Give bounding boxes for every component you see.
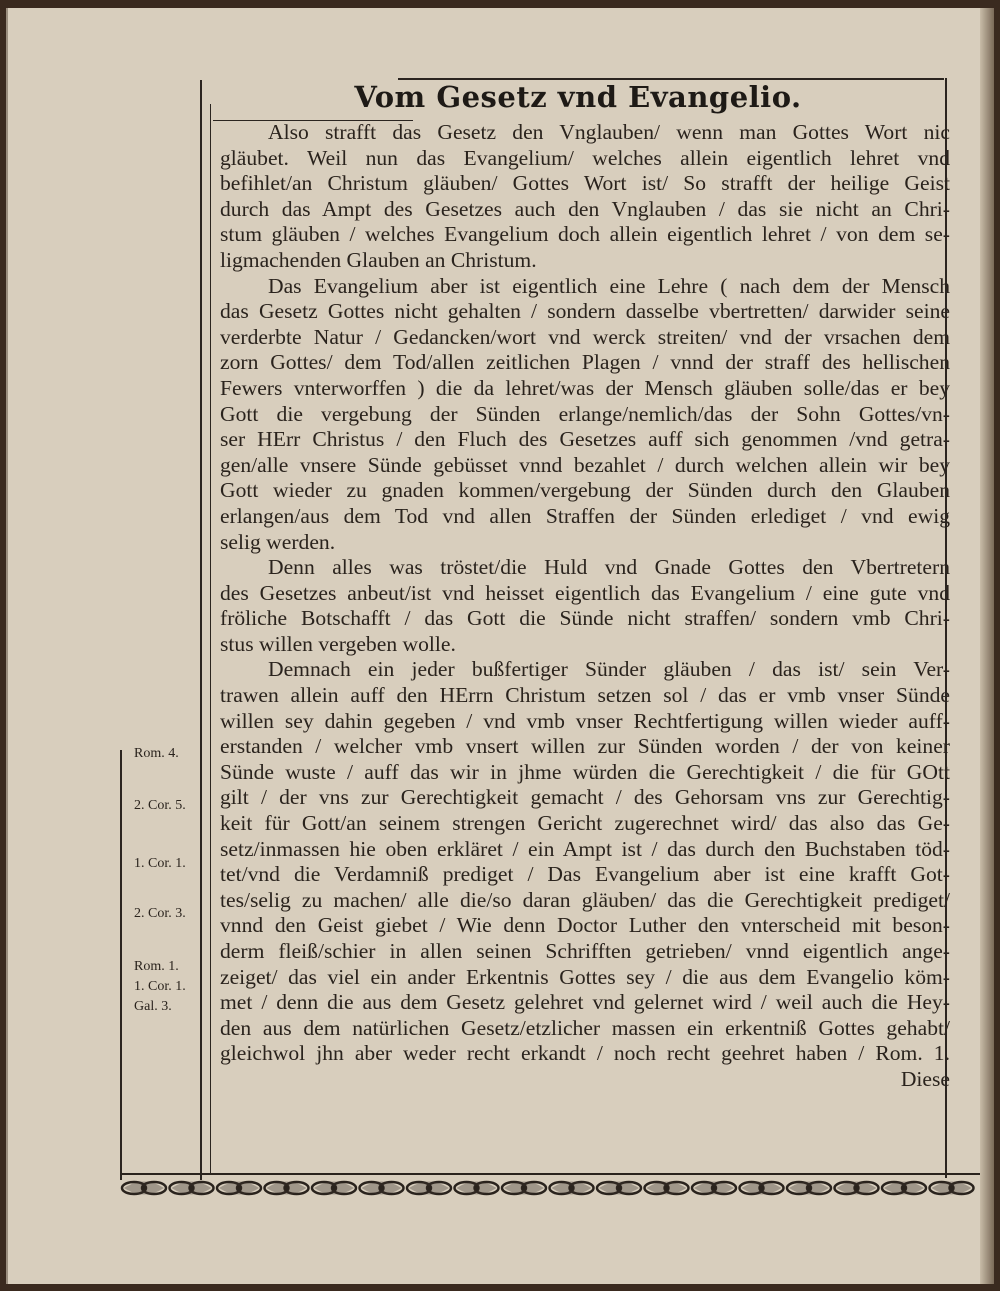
body-text	[220, 120, 950, 1093]
text-line: willen sey dahin gegeben / vnd vmb vnser Rechtfertigung willen wieder auff-	[220, 708, 950, 733]
text-line: setz/inmassen hie oben erkläret / ein Ampt ist / das durch den Buchstaben töd-	[220, 836, 950, 861]
ornament-link	[265, 1182, 309, 1195]
frame-margin-rule	[120, 750, 122, 1180]
ornament-link	[122, 1182, 166, 1195]
text-line: zeiget/ das viel ein ander Erkentnis Gottes sey / die aus dem Evangelio köm-	[220, 964, 950, 989]
text-line: tes/selig zu machen/ alle die/so daran gläuben/ das die Gerechtigkeit prediget/	[220, 887, 950, 912]
catchword: Diese	[900, 1066, 950, 1091]
text-line: verderbte Natur / Gedancken/wort vnd werck streiten/ vnd der vrsachen dem	[220, 324, 950, 349]
ornament-link	[217, 1182, 261, 1195]
running-head: Vom Gesetz vnd Evangelio.	[354, 80, 802, 114]
text-line: stus willen vergeben wolle.	[220, 631, 456, 656]
page-edge-shadow	[980, 8, 994, 1284]
text-line: erstanden / welcher vmb vnsert willen zur Sünden worden / der von keiner	[220, 734, 950, 759]
text-line: ser HErr Christus / den Fluch des Gesetzes auff sich genommen /vnd getra-	[220, 427, 950, 452]
text-line: Das Evangelium aber ist eigentlich eine Lehre ( nach dem der Mensch	[268, 273, 950, 298]
text-line: vnnd den Geist giebet / Wie denn Doctor Luther den vnterscheid mit beson-	[220, 913, 950, 938]
text-line: tet/vnd die Verdamniß prediget / Das Evangelium aber ist eine krafft Got-	[220, 862, 950, 887]
book-page	[6, 8, 994, 1284]
ornament-link	[835, 1182, 879, 1195]
text-line: gläubet. Weil nun das Evangelium/ welches allein eigentlich lehret vnd	[220, 145, 950, 170]
frame-left-rule-inner	[210, 104, 211, 1174]
text-line: fröliche Botschafft / das Gott die Sünde nicht straffen/ sondern vmb Chri-	[220, 606, 950, 631]
margin-note: 1. Cor. 1.	[134, 856, 186, 871]
text-line: Gott die vergebung der Sünden erlange/nemlich/das der Sohn Gottes/vn-	[220, 401, 950, 426]
text-line: met / denn die aus dem Gesetz gelehret vnd gelernet wird / weil auch die Hey-	[220, 990, 950, 1015]
frame-left-rule-outer	[200, 80, 202, 1180]
text-line: befihlet/an Christum gläuben/ Gottes Wort ist/ So strafft der heilige Geist	[220, 171, 950, 196]
ornament-link	[930, 1182, 974, 1195]
text-line: selig werden.	[220, 529, 336, 554]
ornament-link	[312, 1182, 356, 1195]
margin-note: 2. Cor. 3.	[134, 906, 186, 921]
margin-note: Gal. 3.	[134, 999, 172, 1014]
text-line: Fewers vnterworffen ) die da lehret/was der Mensch gläuben solle/das er bey	[220, 375, 950, 400]
ornament-link	[360, 1182, 404, 1195]
text-line: stum gläuben / welches Evangelium doch allein eigentlich lehret / von dem se-	[220, 222, 950, 247]
text-line: durch das Ampt des Gesetzes auch den Vnglauben / das sie nicht an Chri-	[220, 196, 950, 221]
ornament-link	[550, 1182, 594, 1195]
ornament-link	[502, 1182, 546, 1195]
ornament-link	[882, 1182, 926, 1195]
text-line: derm fleiß/schier in allen seinen Schrifften getrieben/ vnnd eigentlich ange-	[220, 939, 950, 963]
margin-note: 2. Cor. 5.	[134, 798, 186, 813]
text-line: gleichwol jhn aber weder recht erkandt / noch recht geehret haben / Rom. 1.	[220, 1041, 950, 1066]
margin-note: Rom. 1.	[134, 959, 179, 974]
ornament-link	[170, 1182, 214, 1195]
ornamental-border	[120, 1171, 980, 1205]
ornament-link	[692, 1182, 736, 1195]
text-line: ligmachenden Glauben an Christum.	[220, 247, 537, 272]
margin-note: Rom. 4.	[134, 746, 179, 761]
text-line: Also strafft das Gesetz den Vnglauben/ wenn man Gottes Wort nic	[268, 120, 950, 144]
ornament-link	[787, 1182, 831, 1195]
ornament-link	[740, 1182, 784, 1195]
text-line: Demnach ein jeder bußfertiger Sünder gläuben / das ist/ sein Ver-	[268, 657, 950, 682]
text-line: Denn alles was tröstet/die Huld vnd Gnade Gottes den Vbertretern	[268, 555, 950, 580]
margin-note: 1. Cor. 1.	[134, 979, 186, 994]
ornament-link	[407, 1182, 451, 1195]
text-line: Gott wieder zu gnaden kommen/vergebung der Sünden durch den Glauben	[220, 478, 950, 503]
text-line: zorn Gottes/ dem Tod/allen zeitlichen Plagen / vnnd der straff des hellischen	[220, 350, 950, 375]
text-line: gen/alle vnsere Sünde gebüsset vnnd bezahlet / durch welchen allein wir bey	[220, 452, 950, 477]
text-line: trawen allein auff den HErrn Christum setzen sol / das er vmb vnser Sünde	[220, 683, 950, 708]
ornament-link	[455, 1182, 499, 1195]
ornament-link	[597, 1182, 641, 1195]
text-line: den aus dem natürlichen Gesetz/etzlicher massen ein erkentniß Gottes gehabt/	[220, 1015, 950, 1040]
text-line: erlangen/aus dem Tod vnd allen Straffen der Sünden erlediget / vnd ewig	[220, 503, 950, 528]
text-line: Sünde wuste / auff das wir in jhme würden die Gerechtigkeit / die für GOtt	[220, 759, 950, 784]
text-line: gilt / der vns zur Gerechtigkeit gemacht / des Gehorsam vns zur Gerechtig-	[220, 785, 950, 810]
text-line: keit für Gott/an seinem strengen Gericht zugerechnet wird/ das also das Ge-	[220, 811, 950, 836]
ornament-link	[645, 1182, 689, 1195]
text-line: des Gesetzes anbeut/ist vnd heisset eigentlich das Evangelium / eine gute vnd	[220, 580, 950, 605]
text-line: das Gesetz Gottes nicht gehalten / sondern dasselbe vbertretten/ darwider seine	[220, 299, 950, 324]
